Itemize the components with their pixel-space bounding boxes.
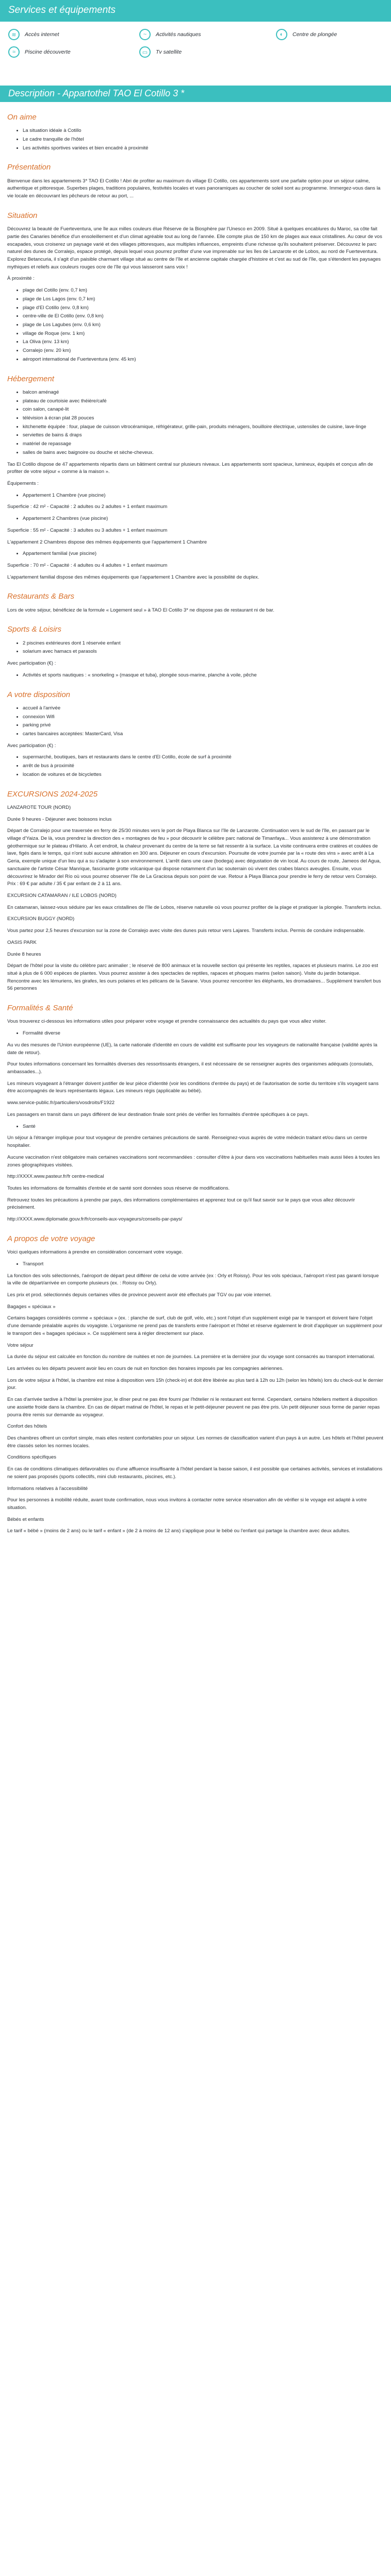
list-item: • serviettes de bains & draps [23,432,384,439]
section-list [7,287,384,363]
list-item: • village de Roque (env. 1 km) [23,330,384,338]
section [7,1002,384,1118]
list-item: • plage de Los Lagubes (env. 0,6 km) [23,321,384,329]
section-paragraph: Durée 9 heures - Déjeuner avec boissons inclus [7,816,112,822]
section-paragraph: Voici quelques informations à prendre en considération concernant votre voyage. [7,1249,183,1256]
section [7,161,384,200]
service-nautical: ~ Activités nautiques [139,29,201,40]
section-paragraph: LANZAROTE TOUR (NORD) [7,804,71,810]
list-item: • 2 piscines extérieures dont 1 réservée enfant [23,640,384,648]
section [7,210,384,364]
list-item: • aéroport international de Fuerteventura (env. 45 km) [23,356,384,364]
section-paragraph: Départ de Corralejo pour une traversée en ferry de 25/30 minutes vers le port de Playa Blanca sur l'île de Lanzarote. Continuation vers le sud de l'île, en passant par le village d'Yaiza. De là, vous prendrez la direction des « montagnes de feu » pour découvrir le célèbre parc national de Timanfaya... Vous assisterez à une démonstration géothermique sur le plateau d'Hilario. À cet endroit, la chaleur provenant du centre de la terre se fait ressentir à la surface. La visite continuera entre cratères et coulées de lave, figés dans le temps, qui n'ont subi aucune altération en 300 ans. Déjeuner en cours d'excursion. Poursuite de votre journée par la « route des vins » avec arrêt à La Geria, exemple unique d'un lieu qui a su s'adapter à son environnement. L'arrêt dans une cave (bodega) avec dégustation de vin local. Au cours de route, Jameos del Agua, sanctuaire de l'artiste César Manrique, fascinante grotte volcanique qui dispose notamment d'un lac souterrain où vivent des crabes blancs aveugles. Ensuite, vous découvrirez le Mirador del Río où vous pourrez observer l'île de La Graciosa depuis son point de vue. Retour à Playa Blanca pour prendre le ferry de retour vers Corralejo. Prix : 69 € par adulte / 35 € par enfant de 2 à 11 ans. [7,828,381,887]
list-item: • Appartement 1 Chambre (vue piscine) [23,492,384,500]
section-paragraph: EXCURSION BUGGY (NORD) [7,916,75,922]
section-paragraph: Pour toutes informations concernant les formalités diverses des ressortissants étrangers, il est nécessaire de se renseigner auprès des organismes adéquats (consulats, ambassades...). [7,1061,373,1075]
description-title: Description - Appartothel TAO El Cotillo 3 * [8,88,185,98]
section-paragraph: Les arrivées ou les départs peuvent avoir lieu en cours de nuit en fonction des horaires imposés par les compagnies aériennes. [7,1365,284,1371]
service-diving: ◐ Centre de plongée [276,29,337,40]
section-paragraph: Vous trouverez ci-dessous les informations utiles pour préparer votre voyage et prendre connaissance des actualités du pays que vous allez visiter. [7,1019,327,1025]
section-title: A propos de votre voyage [7,1234,95,1243]
section-list [7,1123,384,1131]
section [7,492,384,511]
dive-icon: ◐ [276,29,287,40]
list-item: • télévision à écran plat 28 pouces [23,415,384,422]
section [7,689,384,779]
section [7,788,384,993]
list-item: • arrêt de bus à proximité [23,762,384,770]
section-paragraph: Bienvenue dans les appartements 3* TAO El Cotillo ! Abri de profiter au maximum du village El Cotillo, ces appartements sont une parfaite option pour un séjour calme, authentique et pittoresque. Superbes plages, traditions populaires, festivités locales et vues panoramiques au coucher de soleil sont au programme. Immergez-vous dans la vie locale en découvrant les pêcheurs de retour au port, ... [7,178,381,199]
list-item: • plage de Los Lagos (env. 0,7 km) [23,296,384,303]
surf-icon: ~ [139,29,151,40]
list-item: • matériel de repassage [23,440,384,448]
section [7,1123,384,1224]
list-item: • Le cadre tranquille de l'hôtel [23,136,384,144]
section-paragraph: Les prix et prod. sélectionnés depuis certaines villes de province peuvent avoir été effectués par TGV ou par voie internet. [7,1292,272,1298]
section-paragraph: Départ de l'hôtel pour la visite du célèbre parc animalier ; le réservé de 800 animaux et la nouvelle section qui présente les reptiles, rapaces et plusieurs marins. Le zoo est situé à plus de 6 000 espèces de plantes. Vous pourrez assister à des spectacles de reptiles, rapaces et phoques marins (selon saison). Visite du jardin botanique. Rencontre avec les lémuriens, les girafes, les ours polaires et les pélicans de la Savane. Vous pourrez rencontrer les éléphants, les dromadaires... Supplément transfert bus 56 personnes [7,963,381,992]
section-paragraph: Superficie : 70 m² - Capacité : 4 adultes ou 4 adultes + 1 enfant maximum [7,563,168,569]
section [7,1233,384,1535]
section-title: Situation [7,211,38,220]
section-title: Sports & Loisirs [7,625,62,634]
section-paragraph: Avec participation (€) : [7,742,56,749]
section-paragraph: Un séjour à l'étranger implique pour tout voyageur de prendre certaines précautions de santé. Renseignez-vous auprès de votre médecin traitant et/ou dans un centre hospitalier. [7,1135,367,1149]
section-paragraph: Bagages « spéciaux » [7,1303,56,1310]
section-paragraph: À proximité : [7,276,35,282]
services-title: Services et équipements [8,5,116,15]
list-item: • plateau de courtoisie avec théière/café [23,398,384,405]
section-paragraph: Aucune vaccination n'est obligatoire mais certaines vaccinations sont recommandées : consulter d'être à jour dans vos vaccinations habituelles mais aussi liées à toutes les zones géographiques visitées. [7,1154,380,1168]
section-list [7,515,384,523]
section-paragraph: Lors de votre séjour, bénéficiez de la formule « Logement seul » à TAO El Cotillo 3* ne dispose pas de restaurant ni de bar. [7,607,274,613]
section-list [7,1261,384,1268]
list-item: • plage del Cotillo (env. 0,7 km) [23,287,384,295]
section-paragraph: En cas de conditions climatiques défavorables ou d'une affluence insuffisante à l'hôtel pendant la basse saison, il est possible que certaines activités, services et installations ne soient pas proposés (sports collectifs, mini club restaurants, piscines, etc.). [7,1466,383,1480]
section-list [7,640,384,656]
section-list [7,492,384,500]
section-list [7,754,384,778]
section-list [7,1030,384,1038]
section-title: On aime [7,113,37,122]
section-paragraph: La fonction des vols sélectionnés, l'aéroport de départ peut différer de celui de votre arrivée (ex : Orly et Roissy). Pour les vols spéciaux, l'aéroport n'est pas garanti lorsque la ville de départ/arrivée en comporte plusieurs (ex. : Roissy ou Orly). [7,1273,379,1286]
section-title: EXCURSIONS 2024-2025 [7,789,98,799]
section-paragraph: La durée du séjour est calculée en fonction du nombre de nuitées et non de journées. La première et la dernière jour du voyage sont consacrés au transport international. [7,1354,375,1360]
list-item: • coin salon, canapé-lit [23,406,384,414]
section [7,515,384,546]
section-list [7,705,384,738]
section-paragraph: www.service-public.fr/particuliers/vosdroits/F1922 [7,1100,115,1106]
list-item: • location de voitures et de bicyclettes [23,771,384,779]
section-paragraph: http://XXXX.www.pasteur.fr/fr centre-medical [7,1174,104,1180]
section [7,550,384,581]
description-title-band [0,86,391,102]
services-title-band [0,0,391,22]
tv-icon: ▭ [139,46,151,58]
section-title: Présentation [7,163,51,172]
section-title: Restaurants & Bars [7,592,75,601]
list-item: • Santé [23,1123,384,1131]
list-item: • Corralejo (env. 20 km) [23,347,384,355]
section-paragraph: En catamaran, laissez-vous séduire par les eaux cristallines de l'île de Lobos, réserve naturelle où vous pourrez profiter de la plage et pratiquer la plongée. Transferts inclus. [7,904,382,910]
section-paragraph: OASIS PARK [7,939,37,945]
section-paragraph: Informations relatives à l'accessibilité [7,1485,88,1492]
section-paragraph: Les mineurs voyageant à l'étranger doivent justifier de leur pièce d'identité (voir les conditions d'entrée du pays) et de l'autorisation de sortie du territoire s'ils voyagent sans être accompagnés de leurs représentants légaux. Les mineurs régis (applicable au bébé). [7,1080,379,1094]
section [7,590,384,614]
list-item: • kitchenette équipée : four, plaque de cuisson vitrocéramique, réfrigérateur, grille-pain, produits ménagers, bouilloire électrique, ustensiles de cuisine, lave-linge [23,423,384,431]
section-paragraph: Retrouvez toutes les précautions à prendre par pays, des informations complémentaires et apprenez tout ce qu'il faut savoir sur le pays que vous allez découvrir précisément. [7,1197,355,1211]
section-paragraph: Des chambres offrent un confort simple, mais elles restent confortables pour un séjour. Les normes de classification varient d'un pays à un autre. Les hôtels et l'hôtel peuvent être classés selon les normes locales. [7,1435,384,1449]
list-item: • connexion Wifi [23,714,384,721]
section-paragraph: Découvrez la beauté de Fuerteventura, une île aux milles couleurs élue Réserve de la Biosphère par l'Unesco en 2009. Situé à quelques encablures du Maroc, sa côte fait partie des Canaries bénéfice d'un ensoleillement et d'un climat agréable tout au long de l'année. Elle compte plus de 150 km de plages aux eaux cristallines. Au cœur de vos escapades, vous croiserez un paysage varié et des villages pittoresques, aux multiples influences, empreints d'une richesse qu'ils souhaitent préserver. Découvrez le parc naturel des dunes de Corralejo, espace protégé, depuis lequel vous pourrez profiter d'une vue imprenable sur les îles de Lanzarote et de Lobos, au nord de Fuerteventura. Explorez Betancuria, il s'agit d'un paisible charmant village situé au centre de l'île et ancienne capitale chargée d'histoire et c'est au sud de l'île, que s'étendent les paysages mythiques et reliefs aux couleurs rouges ocre de l'île qui vous laisseront sans voix ! [7,226,382,270]
section-paragraph: L'appartement 2 Chambres dispose des mêmes équipements que l'appartement 1 Chambre [7,539,207,545]
wifi-icon: ≋ [8,29,20,40]
section [7,623,384,679]
list-item: • balcon aménagé [23,389,384,397]
section-paragraph: Pour les personnes à mobilité réduite, avant toute confirmation, nous vous invitons à contacter notre service réservation afin de vérifier si le voyage est adapté à votre situation. [7,1497,367,1511]
list-item: • Transport [23,1261,384,1268]
section-paragraph: Conditions spécifiques [7,1454,57,1461]
list-item: • cartes bancaires acceptées: MasterCard, Visa [23,731,384,738]
list-item: • Formalité diverse [23,1030,384,1038]
section-paragraph: Le tarif « bébé » (moins de 2 ans) ou le tarif « enfant » (de 2 à moins de 12 ans) s'applique pour le bébé ou l'enfant qui partage la chambre avec deux adultes. [7,1528,350,1534]
section-paragraph: Certains bagages considérés comme « spéciaux » (ex. : planche de surf, club de golf, vélo, etc.) sont l'objet d'un supplément exigé par le transport et doivent faire l'objet d'une demande préalable auprès du voyagiste. L'organisme ne prend pas de transferts entre l'aéroport et l'hôtel et réserve également le droit d'appliquer un supplément pour le transport des « bagages spéciaux ». Ce supplément sera à régler directement sur place. [7,1315,383,1336]
description-content [0,111,391,1535]
service-internet: ≋ Accès internet [8,29,59,40]
services-list [0,22,391,86]
section-paragraph: Durée 8 heures [7,951,41,957]
list-item: • accueil à l'arrivée [23,705,384,713]
section-paragraph: Votre séjour [7,1342,34,1348]
section-paragraph: L'appartement familial dispose des mêmes équipements que l'appartement 1 Chambre avec la possibilité de duplex. [7,574,259,580]
section-paragraph: Superficie : 55 m² - Capacité : 3 adultes ou 3 adultes + 1 enfant maximum [7,527,168,533]
list-item: • Activités et sports nautiques : « snorkeling » (masque et tuba), plongée sous-marine, planche à voile, pêche [23,672,384,680]
section-title: A votre disposition [7,690,71,699]
section [7,373,384,488]
section-title: Hébergement [7,374,54,383]
section-paragraph: Au vu des mesures de l'Union européenne (UE), la carte nationale d'identité en cours de validité est suffisante pour les voyageurs de nationalité française (validité après la date de retour). [7,1042,378,1056]
list-item: • solarium avec hamacs et parasols [23,648,384,656]
section-list [7,672,384,680]
list-item: • salles de bains avec baignoire ou douche et sèche-cheveux. [23,449,384,457]
section-list [7,550,384,558]
list-item: • supermarché, boutiques, bars et restaurants dans le centre d'El Cotillo, école de surf à proximité [23,754,384,761]
list-item: • Appartement 2 Chambres (vue piscine) [23,515,384,523]
section-paragraph: Bébés et enfants [7,1516,44,1522]
list-item: • La situation idéale à Cotillo [23,127,384,135]
section-paragraph: Confort des hôtels [7,1423,47,1430]
service-tv: ▭ Tv satellite [139,46,182,58]
section-paragraph: Équipements : [7,481,39,486]
section-paragraph: EXCURSION CATAMARAN / ILE LOBOS (NORD) [7,893,117,899]
section-list [7,127,384,152]
list-item: • Les activités sportives variées et bien encadré à proximité [23,145,384,152]
list-item: • Appartement familial (vue piscine) [23,550,384,558]
section-paragraph: Avec participation (€) : [7,660,56,667]
list-item: • centre-ville de El Cotillo (env. 0,8 km) [23,313,384,320]
list-item: • parking privé [23,722,384,730]
section-paragraph: Tao El Cotillo dispose de 47 appartements répartis dans un bâtiment central sur plusieurs niveaux. Les appartements sont spacieux, lumineux, équipés et conçus afin de profiter de votre séjour « comme à la maison ». [7,461,373,475]
list-item: • plage d'El Cotillo (env. 0,8 km) [23,304,384,312]
section-paragraph: Lors de votre séjour à l'hôtel, la chambre est mise à disposition vers 15h (check-in) et doit être libérée au plus tard à 12h ou 12h (selon les hôtels) lors du check-out le dernier jour. [7,1377,383,1391]
section-paragraph: Les passagers en transit dans un pays différent de leur destination finale sont priés de vérifier les formalités d'entrée spécifiques à ce pays. [7,1111,309,1117]
section-paragraph: En cas d'arrivée tardive à l'hôtel la première jour, le dîner peut ne pas être fourni par l'hôtelier ni le restaurant est fermé. Cependant, certains hôteliers mettent à disposition une assiette froide dans la chambre. En cas de départ matinal de l'hôtel, le repas et le petit-déjeuner peuvent ne pas être pris. Un petit déjeuner sous forme de panier repas pourra être remis sur demande au voyageur. [7,1397,380,1418]
service-pool: ≈ Piscine découverte [8,46,71,58]
list-item: • La Oliva (env. 13 km) [23,338,384,346]
section-title: Formalités & Santé [7,1004,73,1013]
pool-icon: ≈ [8,46,20,58]
section [7,111,384,152]
section-list [7,389,384,457]
section-paragraph: Vous partez pour 2,5 heures d'excursion sur la zone de Corralejo avec visite des dunes puis retour vers Lajares. Transferts inclus. Permis de conduire indispensable. [7,928,365,934]
section-paragraph: http://XXXX.www.diplomatie.gouv.fr/fr/conseils-aux-voyageurs/conseils-par-pays/ [7,1216,183,1223]
section-paragraph: Toutes les informations de formalités d'entrée et de santé sont données sous réserve de modifications. [7,1185,230,1191]
section-paragraph: Superficie : 42 m² - Capacité : 2 adultes ou 2 adultes + 1 enfant maximum [7,504,168,510]
